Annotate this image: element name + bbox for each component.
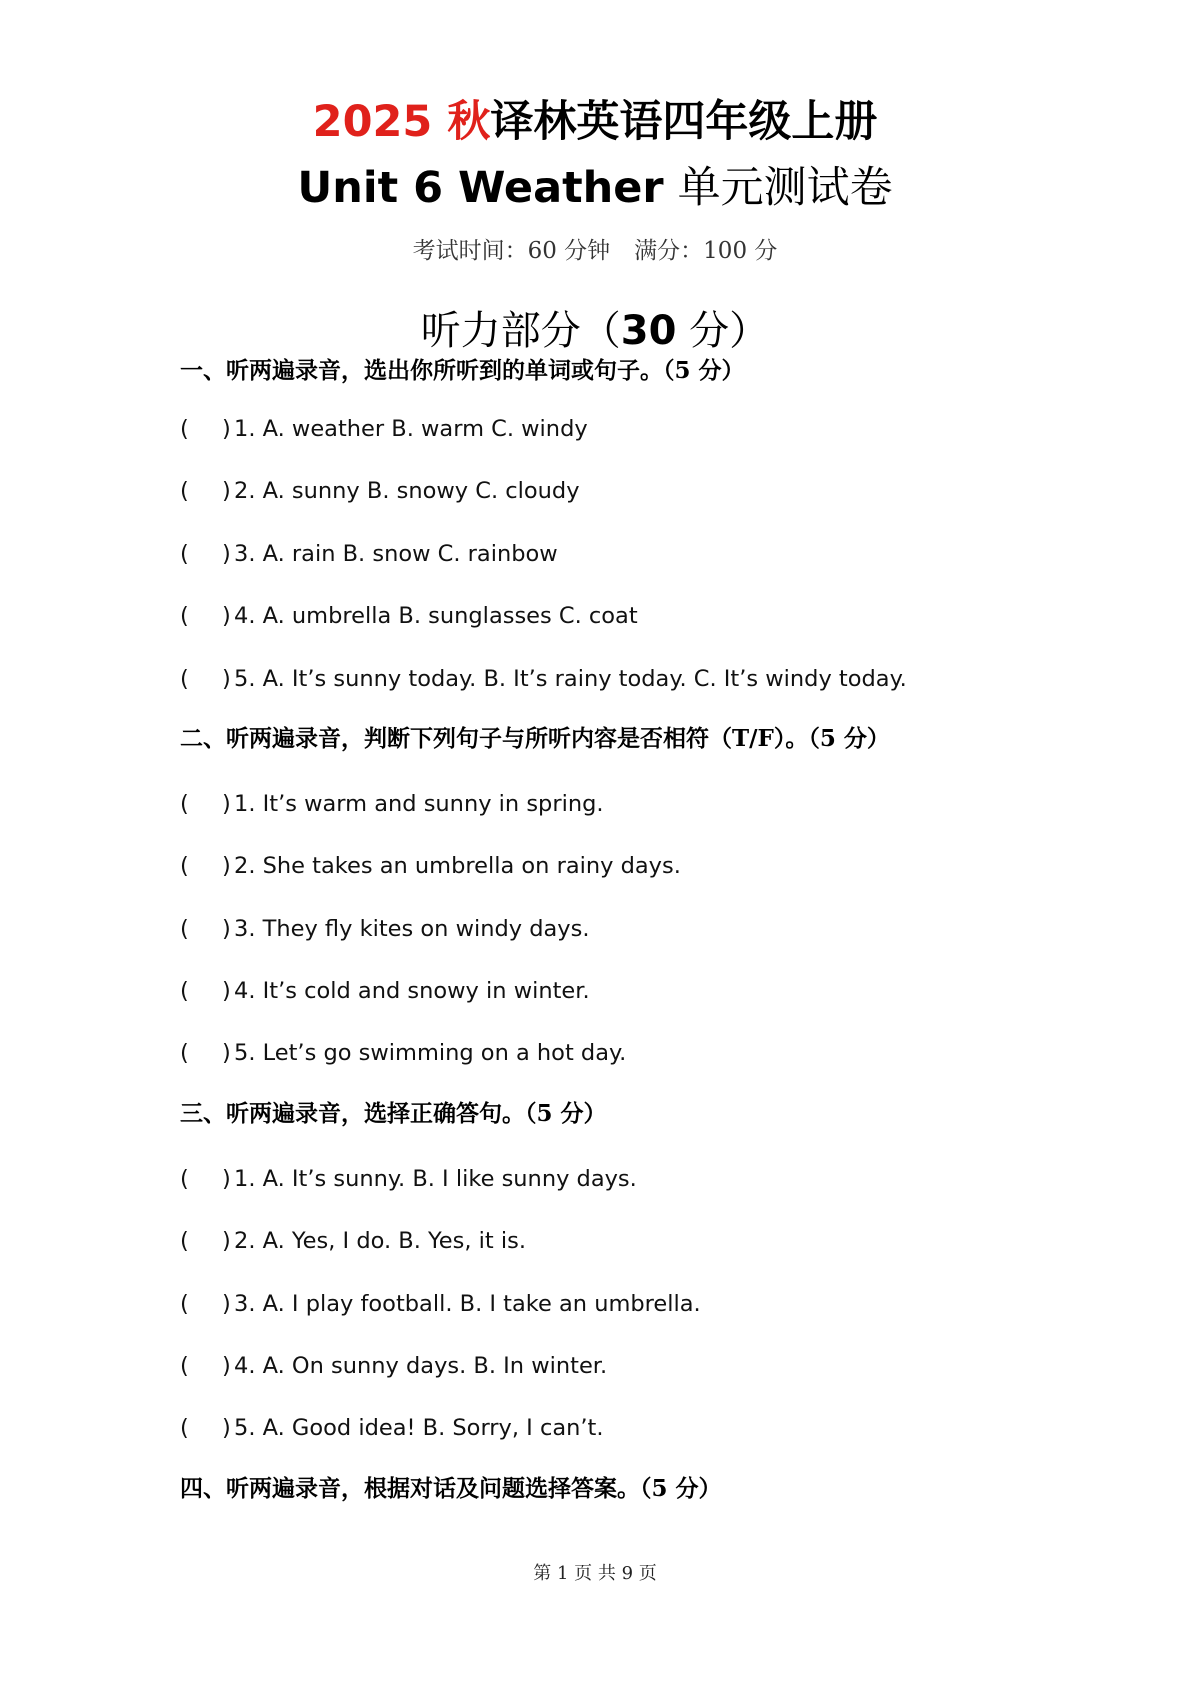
question-row: [180, 851, 681, 881]
answer-blank-open[interactable]: (: [180, 916, 189, 942]
part-points: 30: [620, 308, 677, 354]
unit-name: Unit 6 Weather: [297, 163, 664, 213]
question-row: [180, 914, 590, 944]
exam-info: [0, 236, 1190, 266]
question-row: [180, 1351, 607, 1381]
answer-blank-close: ): [222, 1040, 231, 1066]
question-text: 3. They fly kites on windy days.: [234, 916, 590, 942]
question-text: 4. It’s cold and snowy in winter.: [234, 978, 590, 1004]
question-text: 3. A. rain B. snow C. rainbow: [234, 541, 558, 567]
unit-test-label: 单元测试卷: [677, 163, 893, 213]
question-row: [180, 601, 638, 631]
unit-title: [0, 160, 1190, 216]
answer-blank-close: ): [222, 416, 231, 442]
question-text: 5. Let’s go swimming on a hot day.: [234, 1040, 627, 1066]
question-text: 4. A. umbrella B. sunglasses C. coat: [234, 603, 638, 629]
question-text: 5. A. It’s sunny today. B. It’s rainy today. C. It’s windy today.: [234, 666, 907, 692]
question-text: 3. A. I play football. B. I take an umbrella.: [234, 1291, 701, 1317]
answer-blank-open[interactable]: (: [180, 603, 189, 629]
answer-blank-close: ): [222, 1415, 231, 1441]
section-heading-1: 一、听两遍录音，选出你所听到的单词或句子。（5 分）: [180, 357, 745, 384]
part-title-suffix: 分）: [676, 308, 770, 354]
answer-blank-close: ): [222, 478, 231, 504]
answer-blank-close: ): [222, 978, 231, 1004]
answer-blank-open[interactable]: (: [180, 416, 189, 442]
answer-blank-close: ): [222, 541, 231, 567]
question-row: [180, 1413, 604, 1443]
answer-blank-open[interactable]: (: [180, 1228, 189, 1254]
exam-time: 考试时间：60 分钟: [412, 238, 611, 264]
question-row: [180, 1038, 626, 1068]
answer-blank-close: ): [222, 1166, 231, 1192]
answer-blank-open[interactable]: (: [180, 666, 189, 692]
question-row: [180, 414, 588, 444]
question-text: 2. A. sunny B. snowy C. cloudy: [234, 478, 580, 504]
title-text: 译林英语四年级上册: [490, 97, 878, 147]
answer-blank-open[interactable]: (: [180, 791, 189, 817]
answer-blank-open[interactable]: (: [180, 978, 189, 1004]
answer-blank-open[interactable]: (: [180, 1291, 189, 1317]
question-row: [180, 664, 907, 694]
exam-score: 满分：100 分: [634, 238, 778, 264]
question-text: 4. A. On sunny days. B. In winter.: [234, 1353, 608, 1379]
answer-blank-open[interactable]: (: [180, 541, 189, 567]
answer-blank-close: ): [222, 853, 231, 879]
answer-blank-close: ): [222, 603, 231, 629]
answer-blank-close: ): [222, 1291, 231, 1317]
section-heading-4: 四、听两遍录音，根据对话及问题选择答案。（5 分）: [180, 1475, 722, 1502]
answer-blank-open[interactable]: (: [180, 1353, 189, 1379]
question-text: 1. A. It’s sunny. B. I like sunny days.: [234, 1166, 637, 1192]
document-title: [0, 94, 1190, 150]
question-row: [180, 539, 558, 569]
answer-blank-open[interactable]: (: [180, 853, 189, 879]
part-title-listening: [0, 305, 1190, 357]
answer-blank-close: ): [222, 1353, 231, 1379]
question-row: [180, 1289, 701, 1319]
question-row: [180, 476, 580, 506]
answer-blank-open[interactable]: (: [180, 1415, 189, 1441]
question-text: 2. She takes an umbrella on rainy days.: [234, 853, 681, 879]
part-title-prefix: 听力部分（: [420, 308, 621, 354]
answer-blank-open[interactable]: (: [180, 1166, 189, 1192]
question-row: [180, 1226, 526, 1256]
answer-blank-open[interactable]: (: [180, 478, 189, 504]
answer-blank-open[interactable]: (: [180, 1040, 189, 1066]
section-heading-2: 二、听两遍录音，判断下列句子与所听内容是否相符（T/F）。（5 分）: [180, 725, 890, 752]
question-text: 1. A. weather B. warm C. windy: [234, 416, 588, 442]
question-row: [180, 976, 590, 1006]
question-row: [180, 789, 604, 819]
section-heading-3: 三、听两遍录音，选择正确答句。（5 分）: [180, 1100, 607, 1127]
answer-blank-close: ): [222, 916, 231, 942]
answer-blank-close: ): [222, 791, 231, 817]
title-year: 2025 秋: [312, 97, 491, 147]
answer-blank-close: ): [222, 666, 231, 692]
question-text: 1. It’s warm and sunny in spring.: [234, 791, 604, 817]
page-number-footer: 第 1 页 共 9 页: [533, 1563, 657, 1584]
question-row: [180, 1164, 637, 1194]
answer-blank-close: ): [222, 1228, 231, 1254]
question-text: 2. A. Yes, I do. B. Yes, it is.: [234, 1228, 527, 1254]
question-text: 5. A. Good idea! B. Sorry, I can’t.: [234, 1415, 604, 1441]
